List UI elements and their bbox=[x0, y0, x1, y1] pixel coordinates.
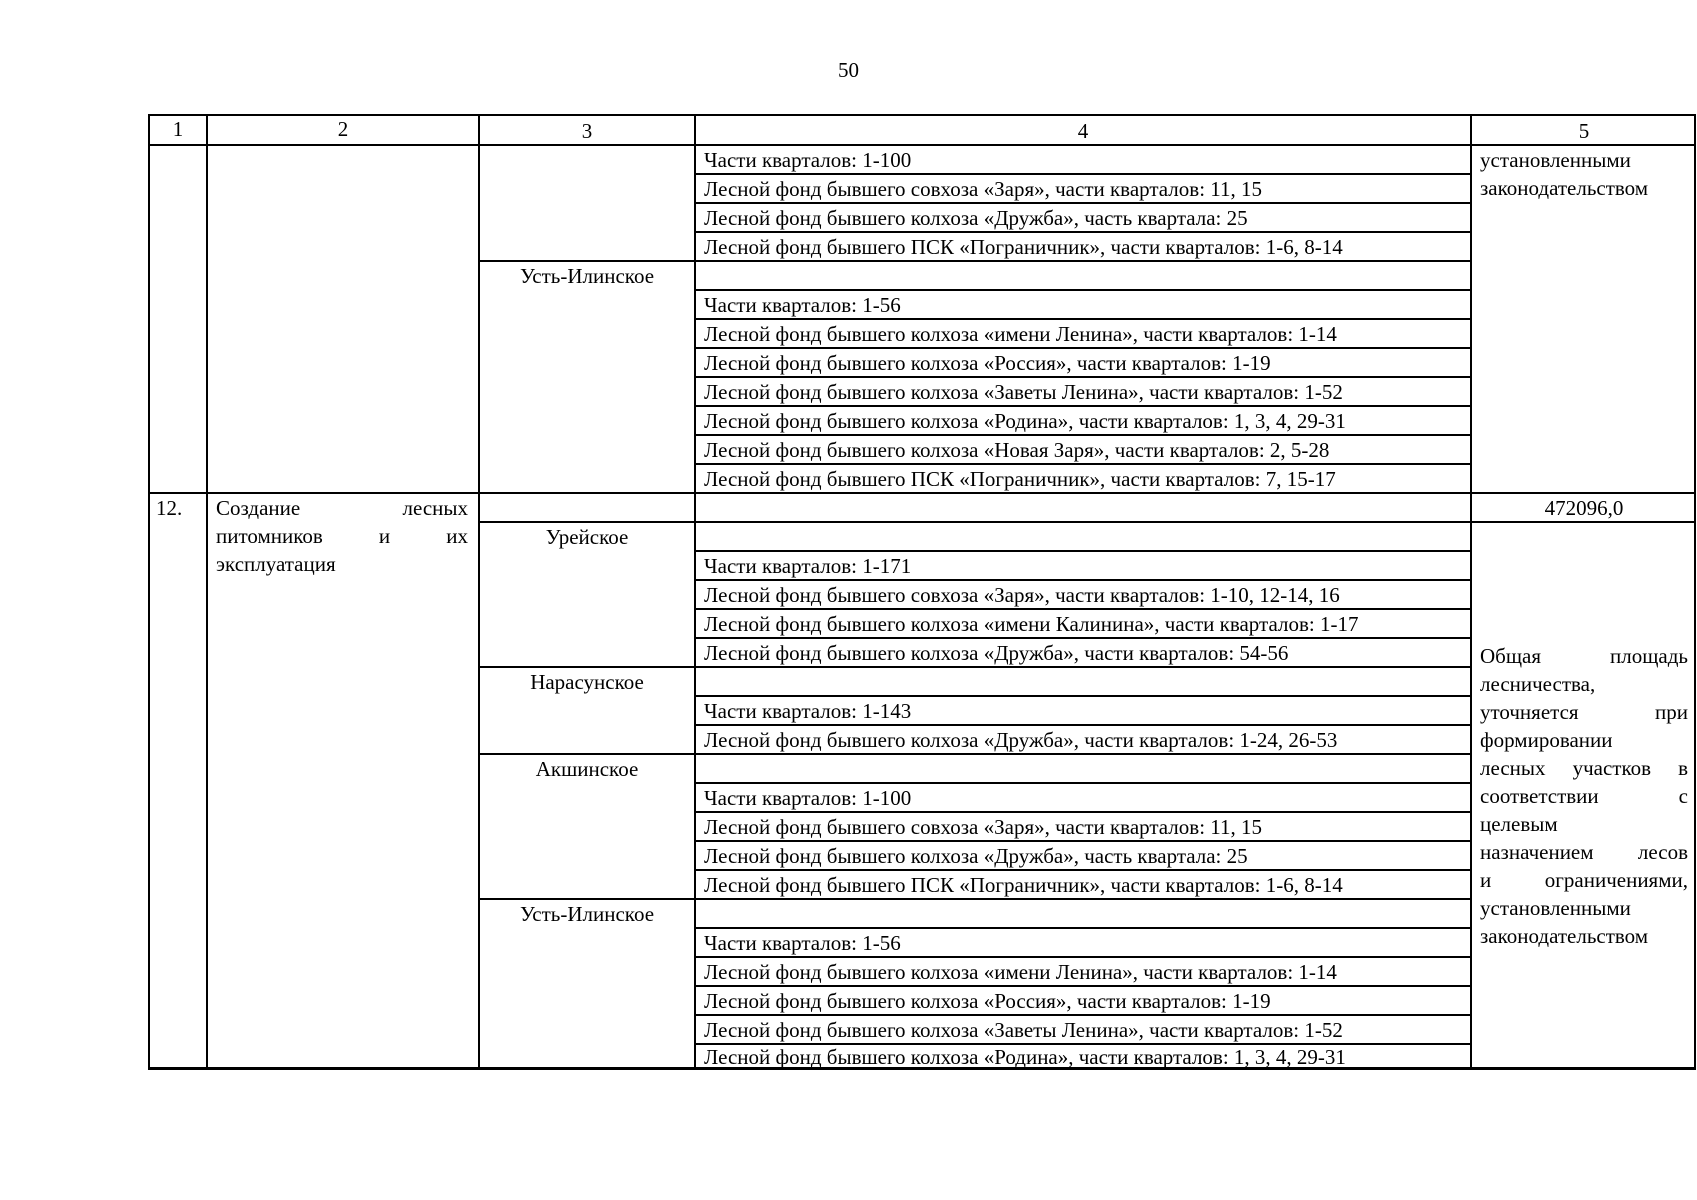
forestry-table bbox=[148, 114, 1696, 1070]
header-col-4: 4 bbox=[1077, 119, 1089, 143]
quarter-row: Лесной фонд бывшего ПСК «Пограничник», части кварталов: 1-6, 8-14 bbox=[704, 873, 1343, 897]
activity-name: Создание лесных питомников и их эксплуатация bbox=[216, 496, 468, 576]
quarter-row: Лесной фонд бывшего колхоза «Россия», части кварталов: 1-19 bbox=[704, 989, 1271, 1013]
forestry-name: Усть-Илинское bbox=[519, 902, 655, 926]
quarter-row: Лесной фонд бывшего колхоза «имени Калинина», части кварталов: 1-17 bbox=[704, 612, 1359, 636]
quarter-row: Лесной фонд бывшего колхоза «Дружба», часть квартала: 25 bbox=[704, 206, 1248, 230]
quarter-row: Лесной фонд бывшего колхоза «Заветы Ленина», части кварталов: 1-52 bbox=[704, 1018, 1343, 1042]
quarter-row: Лесной фонд бывшего колхоза «Дружба», части кварталов: 1-24, 26-53 bbox=[704, 728, 1338, 752]
header-col-3: 3 bbox=[581, 119, 593, 143]
quarter-row: Части кварталов: 1-56 bbox=[704, 293, 901, 317]
col5-continued-line: законодательством bbox=[1480, 176, 1649, 200]
col5-continued-line: установленными bbox=[1480, 148, 1631, 172]
quarter-row: Лесной фонд бывшего колхоза «Родина», части кварталов: 1, 3, 4, 29-31 bbox=[704, 409, 1346, 433]
header-rule bbox=[150, 144, 1694, 146]
forestry-name: Акшинское bbox=[535, 757, 639, 781]
quarter-row: Части кварталов: 1-100 bbox=[704, 786, 912, 810]
header-col-5: 5 bbox=[1578, 119, 1590, 143]
forestry-name: Нарасунское bbox=[530, 670, 644, 694]
quarter-row: Лесной фонд бывшего ПСК «Пограничник», части кварталов: 1-6, 8-14 bbox=[704, 235, 1343, 259]
quarter-row: Лесной фонд бывшего колхоза «имени Ленина», части кварталов: 1-14 bbox=[704, 322, 1337, 346]
col-divider-4 bbox=[1470, 116, 1472, 1067]
col-divider-3 bbox=[694, 116, 696, 1067]
forestry-name: Усть-Илинское bbox=[519, 264, 655, 288]
quarter-row: Лесной фонд бывшего колхоза «Россия», части кварталов: 1-19 bbox=[704, 351, 1271, 375]
quarter-row: Лесной фонд бывшего совхоза «Заря», части кварталов: 11, 15 bbox=[704, 815, 1263, 839]
quarter-row: Части кварталов: 1-100 bbox=[704, 148, 912, 172]
quarter-row: Лесной фонд бывшего колхоза «Родина», части кварталов: 1, 3, 4, 29-31 bbox=[704, 1045, 1346, 1069]
quarter-row: Лесной фонд бывшего колхоза «Новая Заря», части кварталов: 2, 5-28 bbox=[704, 438, 1330, 462]
forestry-name: Урейское bbox=[545, 525, 629, 549]
quarter-row: Лесной фонд бывшего колхоза «Заветы Ленина», части кварталов: 1-52 bbox=[704, 380, 1343, 404]
header-col-2: 2 bbox=[337, 117, 349, 141]
page-number: 50 bbox=[838, 58, 859, 82]
col-divider-1 bbox=[206, 116, 208, 1067]
quarter-row: Лесной фонд бывшего ПСК «Пограничник», части кварталов: 7, 15-17 bbox=[704, 467, 1336, 491]
quarter-row: Части кварталов: 1-56 bbox=[704, 931, 901, 955]
quarter-row: Лесной фонд бывшего колхоза «Дружба», часть квартала: 25 bbox=[704, 844, 1248, 868]
row-number: 12. bbox=[156, 496, 183, 520]
quarter-row: Лесной фонд бывшего совхоза «Заря», части кварталов: 1-10, 12-14, 16 bbox=[704, 583, 1340, 607]
quarter-row: Лесной фонд бывшего колхоза «имени Ленина», части кварталов: 1-14 bbox=[704, 960, 1337, 984]
quarter-row: Лесной фонд бывшего колхоза «Дружба», части кварталов: 54-56 bbox=[704, 641, 1289, 665]
quarter-row: Части кварталов: 1-171 bbox=[704, 554, 912, 578]
area-note: Общая площадь лесничества, уточняется при формировании лесных участков в соответствии с целевым назначением лесов и ограничениями, установленными законодательством bbox=[1480, 644, 1688, 948]
quarter-row: Лесной фонд бывшего совхоза «Заря», части кварталов: 11, 15 bbox=[704, 177, 1263, 201]
quarter-row: Части кварталов: 1-143 bbox=[704, 699, 912, 723]
header-col-1: 1 bbox=[172, 117, 184, 141]
total-area: 472096,0 bbox=[1544, 496, 1624, 520]
